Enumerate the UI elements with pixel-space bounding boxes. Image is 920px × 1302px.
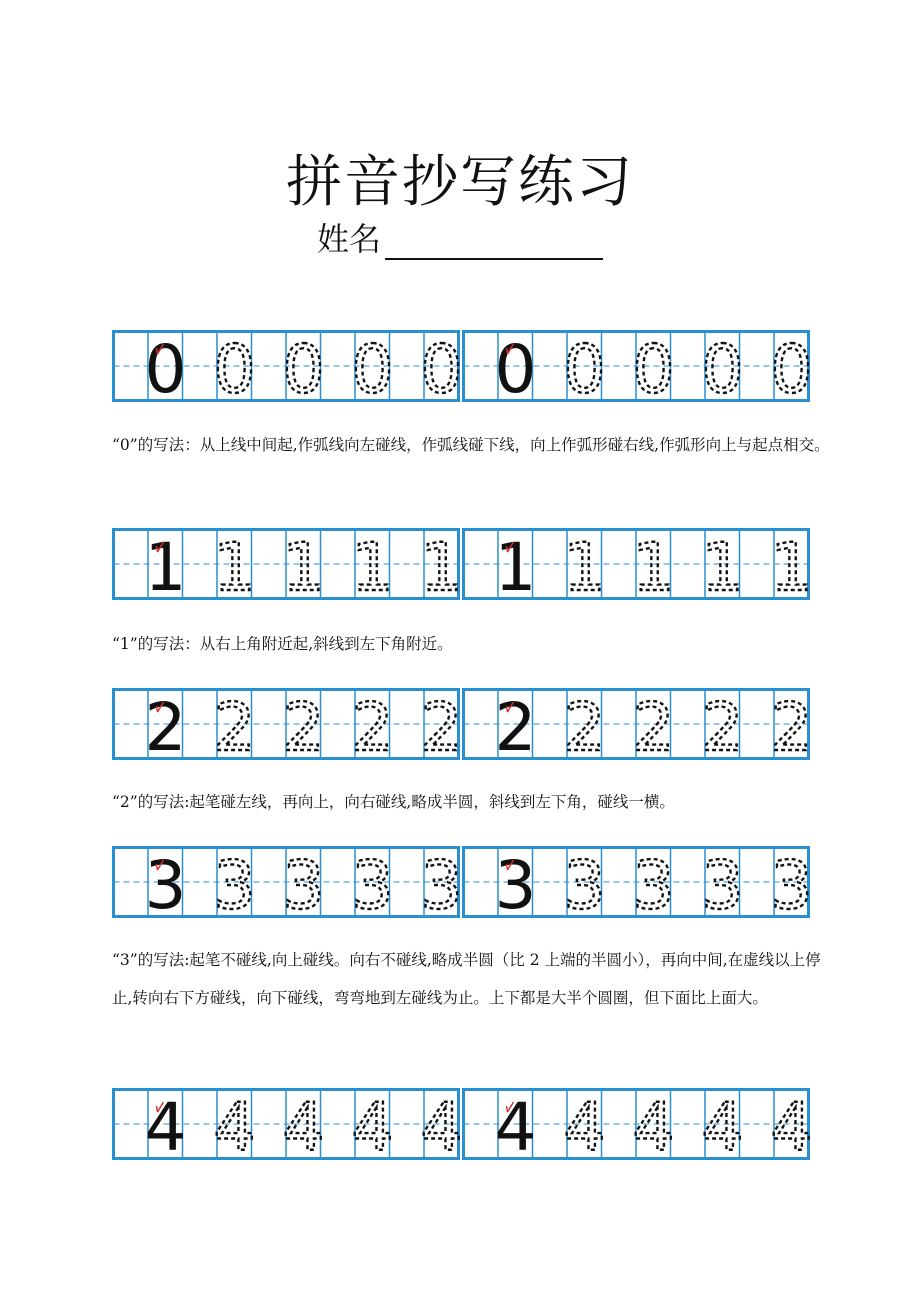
digit-model: 1 [144, 529, 187, 600]
grid-svg [112, 1088, 812, 1160]
digit-trace: 0 [632, 331, 675, 402]
digit-trace: 2 [770, 689, 812, 760]
digit-trace: 3 [563, 847, 606, 918]
name-label: 姓名 [316, 220, 381, 258]
digit-trace: 0 [563, 331, 606, 402]
description-0: “0”的写法：从上线中间起,作弧线向左碰线，作弧线碰下线，向上作弧形碰右线,作弧形向上与起点相交。 [112, 436, 830, 454]
name-field [0, 214, 920, 260]
digit-trace: 1 [351, 529, 394, 600]
digit-trace: 3 [213, 847, 256, 918]
digit-model: 1 [494, 529, 537, 600]
grid-svg [112, 688, 812, 760]
digit-model: 3 [494, 847, 537, 918]
digit-model: 4 [144, 1089, 187, 1160]
digit-model: 2 [494, 689, 537, 760]
digit-trace: 3 [701, 847, 744, 918]
digit-trace: 0 [282, 331, 325, 402]
digit-model: 0 [144, 331, 187, 402]
digit-model: 3 [144, 847, 187, 918]
digit-trace: 1 [701, 529, 744, 600]
digit-trace: 1 [632, 529, 675, 600]
digit-trace: 4 [213, 1089, 256, 1160]
grid-svg [112, 528, 812, 600]
digit-model: 2 [144, 689, 187, 760]
digit-trace: 2 [213, 689, 256, 760]
practice-strip-3 [112, 846, 812, 918]
digit-trace: 2 [351, 689, 394, 760]
name-blank[interactable] [385, 228, 603, 260]
practice-strip-2 [112, 688, 812, 760]
digit-trace: 3 [632, 847, 675, 918]
digit-trace: 4 [420, 1089, 463, 1160]
digit-trace: 2 [632, 689, 675, 760]
digit-trace: 0 [351, 331, 394, 402]
description-3: “3”的写法:起笔不碰线,向上碰线。向右不碰线,略成半圆（比 2 上端的半圆小），再向中间,在虚线以上停止,转向右下方碰线，向下碰线，弯弯地到左碰线为止。上下都是大半个圆圈，但下面比上面大。 [112, 951, 821, 1007]
digit-trace: 1 [282, 529, 325, 600]
digit-trace: 3 [351, 847, 394, 918]
digit-trace: 1 [420, 529, 463, 600]
digit-trace: 4 [770, 1089, 812, 1160]
practice-strip-1 [112, 528, 812, 600]
digit-trace: 1 [213, 529, 256, 600]
practice-strip-4 [112, 1088, 812, 1160]
grid-svg [112, 330, 812, 402]
digit-trace: 4 [563, 1089, 606, 1160]
description-1: “1”的写法：从右上角附近起,斜线到左下角附近。 [112, 635, 453, 653]
digit-trace: 3 [420, 847, 463, 918]
digit-trace: 0 [213, 331, 256, 402]
digit-trace: 1 [563, 529, 606, 600]
digit-trace: 0 [770, 331, 812, 402]
digit-trace: 2 [701, 689, 744, 760]
digit-trace: 2 [563, 689, 606, 760]
description-2: “2”的写法:起笔碰左线，再向上，向右碰线,略成半圆，斜线到左下角，碰线一横。 [112, 793, 675, 811]
digit-trace: 0 [420, 331, 463, 402]
digit-trace: 4 [701, 1089, 744, 1160]
digit-model: 0 [494, 331, 537, 402]
digit-trace: 1 [770, 529, 812, 600]
digit-trace: 2 [420, 689, 463, 760]
practice-strip-0 [112, 330, 812, 402]
digit-trace: 2 [282, 689, 325, 760]
page-title: 拼音抄写练习 [286, 150, 634, 215]
digit-trace: 3 [770, 847, 812, 918]
grid-svg [112, 846, 812, 918]
digit-trace: 4 [632, 1089, 675, 1160]
digit-model: 4 [494, 1089, 537, 1160]
digit-trace: 4 [282, 1089, 325, 1160]
digit-trace: 4 [351, 1089, 394, 1160]
digit-trace: 3 [282, 847, 325, 918]
digit-trace: 0 [701, 331, 744, 402]
